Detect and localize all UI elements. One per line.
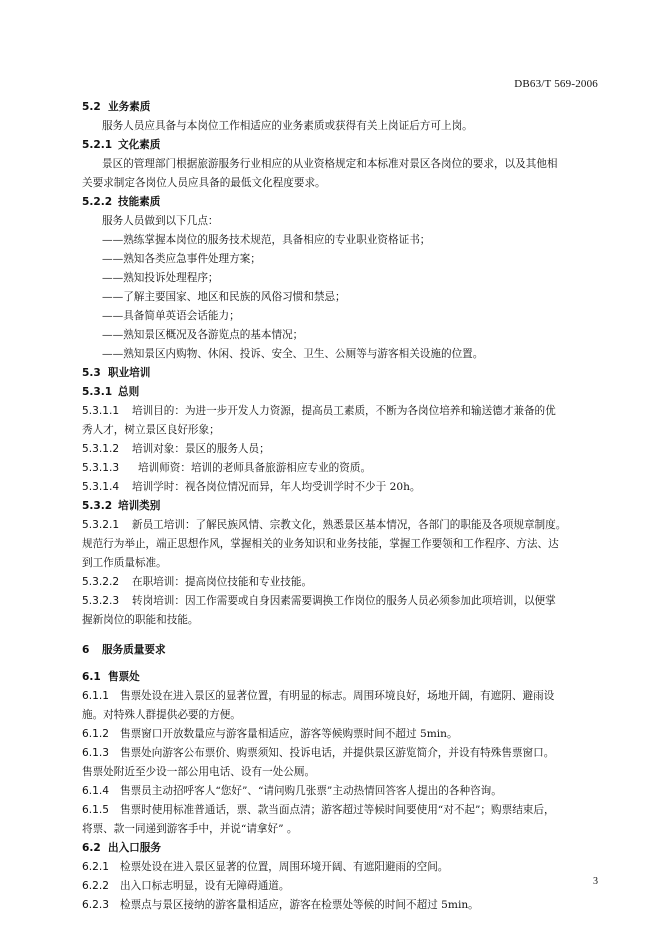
clause-6-1-3: 6.1.3 售票处向游客公布票价、购票须知、投诉电话，并提供景区游览简介，并设有特殊售票窗口。	[82, 747, 555, 759]
list-item: ——具备简单英语会话能力；	[102, 310, 240, 322]
document-body	[82, 98, 600, 915]
standard-code: DB63/T 569-2006	[514, 78, 598, 90]
paragraph-line: 景区的管理部门根据旅游服务行业相应的从业资格规定和本标准对景区各岗位的要求，以及其他相	[102, 158, 558, 170]
clause-5-3-2-2: 5.3.2.2 在职培训：提高岗位技能和专业技能。	[82, 576, 313, 588]
list-item: ——熟知景区概况及各游览点的基本情况；	[102, 329, 304, 341]
clause-6-1-5: 6.1.5 售票时使用标准普通话，票、款当面点清；游客超过等候时间要使用“对不起”；购票结束后，	[82, 804, 555, 816]
clause-6-1-1: 6.1.1 售票处设在进入景区的显著位置，有明显的标志。周围环境良好，场地开阔，有遮阴、避雨设	[82, 690, 555, 702]
list-item: ——熟知景区内购物、休闲、投诉、安全、卫生、公厕等与游客相关设施的位置。	[102, 348, 484, 360]
heading-5-2-2: 5.2.2 技能素质	[82, 196, 161, 208]
clause-6-2-2: 6.2.2 出入口标志明显，设有无障碍通道。	[82, 880, 290, 892]
heading-6-1: 6.1 售票处	[82, 671, 140, 683]
paragraph: 服务人员应具备与本岗位工作相适应的业务素质或获得有关上岗证后方可上岗。	[102, 120, 473, 132]
paragraph-line: 施。对特殊人群提供必要的方便。	[82, 709, 241, 721]
list-item: ——熟知投诉处理程序；	[102, 272, 219, 284]
paragraph-line: 握新岗位的职能和技能。	[82, 614, 199, 626]
heading-5-3-1: 5.3.1 总则	[82, 386, 140, 398]
paragraph-line: 秀人才，树立景区良好形象；	[82, 424, 220, 436]
list-item: ——熟知各类应急事件处理方案；	[102, 253, 261, 265]
clause-5-3-2-1: 5.3.2.1 新员工培训：了解民族风情、宗教文化，熟悉景区基本情况，各部门的职能及各项规章制度。	[82, 519, 567, 531]
heading-5-3: 5.3 职业培训	[82, 367, 151, 379]
list-item: ——了解主要国家、地区和民族的风俗习惯和禁忌；	[102, 291, 346, 303]
heading-6: 6 服务质量要求	[82, 644, 166, 656]
clause-6-2-3: 6.2.3 检票点与景区接纳的游客量相适应，游客在检票处等候的时间不超过 5min。	[82, 899, 479, 911]
clause-5-3-2-3: 5.3.2.3 转岗培训：因工作需要或自身因素需要调换工作岗位的服务人员必须参加此项培训，以便掌	[82, 595, 556, 607]
clause-5-3-1-1: 5.3.1.1 培训目的：为进一步开发人力资源，提高员工素质，不断为各岗位培养和输送德才兼备的优	[82, 405, 556, 417]
paragraph-line: 到工作质量标准。	[82, 557, 167, 569]
heading-5-2: 5.2 业务素质	[82, 101, 151, 113]
clause-5-3-1-3: 5.3.1.3 培训师资：培训的老师具备旅游相应专业的资质。	[82, 462, 372, 474]
page-number: 3	[593, 876, 598, 887]
paragraph-line: 关要求制定各岗位人员应具备的最低文化程度要求。	[82, 177, 326, 189]
paragraph-line: 规范行为举止，端正思想作风，掌握相关的业务知识和业务技能，掌握工作要领和工作程序、方法、达	[82, 538, 559, 550]
list-item: ——熟练掌握本岗位的服务技术规范，具备相应的专业职业资格证书；	[102, 234, 431, 246]
paragraph-line: 售票处附近至少设一部公用电话、设有一处公厕。	[82, 766, 316, 778]
clause-6-1-2: 6.1.2 售票窗口开放数量应与游客量相适应，游客等候购票时间不超过 5min。	[82, 728, 458, 740]
clause-6-1-4: 6.1.4 售票员主动招呼客人“您好”、“请问购几张票”主动热情回答客人提出的各种咨询。	[82, 785, 502, 797]
paragraph: 服务人员做到以下几点：	[102, 215, 219, 227]
clause-5-3-1-4: 5.3.1.4 培训学时：视各岗位情况而异，年人均受训学时不少于 20h。	[82, 481, 421, 493]
heading-5-3-2: 5.3.2 培训类别	[82, 500, 161, 512]
heading-5-2-1: 5.2.1 文化素质	[82, 139, 161, 151]
paragraph-line: 将票、款一同递到游客手中，并说“请拿好” 。	[82, 823, 298, 835]
clause-5-3-1-2: 5.3.1.2 培训对象：景区的服务人员；	[82, 443, 270, 455]
clause-6-2-1: 6.2.1 检票处设在进入景区显著的位置，周围环境开阔、有遮阳避雨的空间。	[82, 861, 449, 873]
heading-6-2: 6.2 出入口服务	[82, 842, 161, 854]
